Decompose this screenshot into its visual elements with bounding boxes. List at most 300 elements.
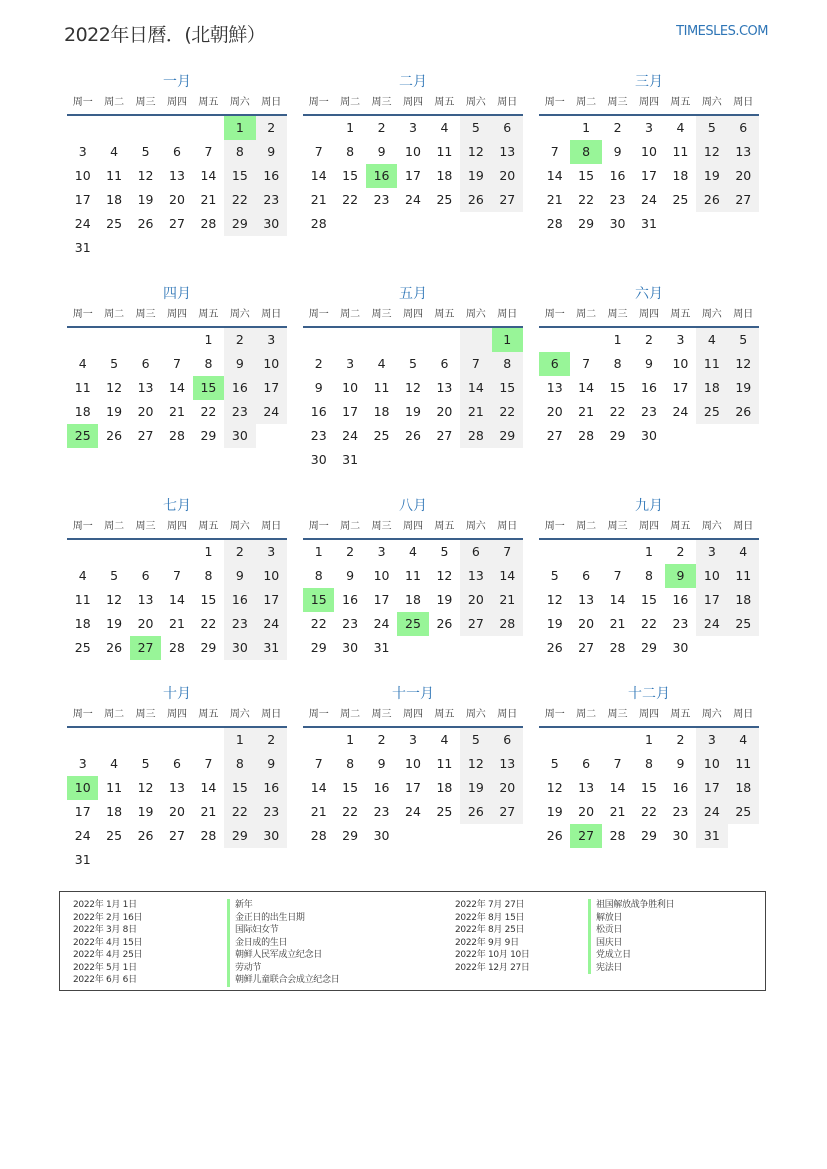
weekday-label: 周二 bbox=[104, 521, 125, 532]
weekday-label: 周日 bbox=[497, 709, 518, 720]
day-cell: 5 bbox=[141, 144, 150, 159]
weekday-label: 周六 bbox=[229, 97, 250, 108]
day-cell: 16 bbox=[224, 376, 255, 400]
legend-date: 2022年 4月 25日 bbox=[73, 950, 143, 960]
day-cell: 24 bbox=[672, 404, 689, 419]
legend-holiday-name: 新年 bbox=[227, 899, 339, 912]
legend-holiday-name: 金正日的出生日期 bbox=[227, 912, 339, 925]
day-cell: 20 bbox=[436, 404, 453, 419]
day-cell: 13 bbox=[436, 380, 453, 395]
day-cell: 21 bbox=[169, 404, 185, 419]
empty-cell bbox=[98, 540, 129, 564]
day-cell: 31 bbox=[641, 216, 657, 231]
weekday-label: 周五 bbox=[670, 709, 691, 720]
day-cell: 31 bbox=[74, 852, 91, 867]
day-cell: 26 bbox=[546, 828, 563, 843]
day-cell: 3 bbox=[696, 728, 727, 752]
day-cell: 24 bbox=[405, 804, 421, 819]
day-cell: 8 bbox=[204, 356, 213, 371]
weekday-header bbox=[67, 92, 287, 116]
day-cell: 28 bbox=[200, 216, 217, 231]
weekday-label: 周一 bbox=[544, 521, 565, 532]
day-cell: 1 bbox=[224, 728, 255, 752]
day-cell: 15 bbox=[200, 592, 217, 607]
day-cell: 9 bbox=[346, 568, 355, 583]
day-cell: 8 bbox=[314, 568, 323, 583]
day-cell: 5 bbox=[550, 568, 559, 583]
day-cell: 27 bbox=[492, 800, 523, 824]
day-cell: 30 bbox=[672, 640, 689, 655]
weekday-label: 周六 bbox=[465, 309, 486, 320]
day-cell: 18 bbox=[728, 776, 759, 800]
day-cell: 16 bbox=[256, 164, 287, 188]
day-cell: 25 bbox=[436, 192, 453, 207]
weekday-label: 周日 bbox=[733, 709, 754, 720]
day-cell: 21 bbox=[609, 804, 626, 819]
day-cell: 25 bbox=[728, 800, 759, 824]
day-cell: 21 bbox=[310, 192, 327, 207]
empty-cell bbox=[602, 728, 633, 752]
day-cell: 5 bbox=[696, 116, 727, 140]
month-block bbox=[539, 496, 759, 660]
day-cell: 14 bbox=[609, 592, 626, 607]
weekday-label: 周五 bbox=[434, 521, 455, 532]
weekday-label: 周二 bbox=[104, 309, 125, 320]
weekday-label: 周日 bbox=[497, 97, 518, 108]
day-cell: 24 bbox=[696, 800, 727, 824]
day-cell: 10 bbox=[342, 380, 359, 395]
weekday-header bbox=[303, 704, 523, 728]
legend-date: 2022年 8月 25日 bbox=[455, 925, 525, 935]
day-grid bbox=[303, 540, 523, 660]
day-cell: 9 bbox=[613, 144, 622, 159]
day-cell: 19 bbox=[436, 592, 453, 607]
day-cell: 18 bbox=[373, 404, 390, 419]
day-cell: 26 bbox=[460, 800, 491, 824]
day-cell: 4 bbox=[440, 732, 449, 747]
day-cell: 27 bbox=[460, 612, 491, 636]
day-cell: 7 bbox=[204, 756, 213, 771]
weekday-label: 周四 bbox=[638, 521, 659, 532]
empty-cell bbox=[161, 328, 192, 352]
day-cell: 19 bbox=[106, 616, 123, 631]
day-cell: 26 bbox=[696, 188, 727, 212]
weekday-label: 周六 bbox=[465, 97, 486, 108]
legend-holiday-name: 朝鲜人民军成立纪念日 bbox=[227, 949, 339, 962]
day-cell: 18 bbox=[436, 168, 453, 183]
day-cell: 17 bbox=[74, 192, 91, 207]
weekday-label: 周三 bbox=[607, 309, 628, 320]
weekday-label: 周三 bbox=[371, 709, 392, 720]
legend-date: 2022年 2月 16日 bbox=[73, 912, 143, 923]
month-block bbox=[539, 684, 759, 848]
weekday-label: 周一 bbox=[544, 97, 565, 108]
day-cell: 13 bbox=[137, 592, 154, 607]
day-cell: 22 bbox=[641, 804, 657, 819]
legend-date: 2022年 6月 6日 bbox=[73, 975, 137, 985]
weekday-header bbox=[67, 704, 287, 728]
weekday-label: 周四 bbox=[166, 309, 187, 320]
holiday-day-cell: 6 bbox=[539, 352, 570, 376]
weekday-label: 周一 bbox=[72, 97, 93, 108]
empty-cell bbox=[67, 116, 98, 140]
day-cell: 5 bbox=[728, 328, 759, 352]
month-name: 五月 bbox=[399, 286, 427, 302]
empty-cell bbox=[539, 540, 570, 564]
day-cell: 29 bbox=[492, 424, 523, 448]
day-cell: 22 bbox=[492, 400, 523, 424]
day-cell: 22 bbox=[310, 616, 327, 631]
day-cell: 16 bbox=[342, 592, 359, 607]
weekday-label: 周日 bbox=[261, 309, 282, 320]
legend-date: 2022年 4月 15日 bbox=[73, 937, 143, 948]
weekday-label: 周日 bbox=[261, 709, 282, 720]
empty-cell bbox=[130, 328, 161, 352]
day-cell: 31 bbox=[696, 824, 727, 848]
legend-holiday-name: 国庆日 bbox=[588, 937, 674, 950]
month-name: 十二月 bbox=[628, 686, 670, 702]
weekday-label: 周二 bbox=[576, 709, 597, 720]
day-cell: 10 bbox=[256, 352, 287, 376]
weekday-label: 周三 bbox=[371, 309, 392, 320]
day-cell: 11 bbox=[74, 380, 91, 395]
day-cell: 9 bbox=[645, 356, 653, 371]
day-cell: 30 bbox=[310, 452, 327, 467]
day-cell: 14 bbox=[200, 168, 217, 183]
weekday-header bbox=[67, 304, 287, 328]
weekday-label: 周日 bbox=[733, 97, 754, 108]
day-cell: 22 bbox=[200, 616, 217, 631]
weekday-label: 周一 bbox=[308, 521, 329, 532]
day-cell: 3 bbox=[409, 732, 417, 747]
day-cell: 19 bbox=[460, 776, 491, 800]
empty-cell bbox=[161, 728, 192, 752]
day-cell: 8 bbox=[613, 356, 622, 371]
day-cell: 11 bbox=[696, 352, 727, 376]
day-cell: 18 bbox=[106, 192, 123, 207]
day-cell: 23 bbox=[224, 612, 255, 636]
empty-cell bbox=[460, 328, 491, 352]
weekday-label: 周六 bbox=[465, 521, 486, 532]
day-cell: 12 bbox=[460, 752, 491, 776]
day-cell: 11 bbox=[106, 780, 123, 795]
day-cell: 9 bbox=[256, 140, 287, 164]
day-cell: 4 bbox=[696, 328, 727, 352]
weekday-label: 周五 bbox=[434, 97, 455, 108]
weekday-label: 周日 bbox=[261, 97, 282, 108]
weekday-label: 周六 bbox=[229, 309, 250, 320]
holiday-day-cell: 25 bbox=[397, 612, 428, 636]
empty-cell bbox=[303, 728, 334, 752]
day-cell: 7 bbox=[460, 352, 491, 376]
day-cell: 19 bbox=[405, 404, 421, 419]
day-cell: 22 bbox=[224, 188, 255, 212]
day-cell: 4 bbox=[676, 120, 685, 135]
holiday-day-cell: 10 bbox=[67, 776, 98, 800]
day-cell: 16 bbox=[672, 592, 689, 607]
day-cell: 27 bbox=[578, 640, 595, 655]
weekday-header bbox=[303, 92, 523, 116]
weekday-label: 周四 bbox=[638, 309, 659, 320]
holiday-day-cell: 1 bbox=[224, 116, 255, 140]
day-cell: 25 bbox=[106, 828, 123, 843]
weekday-label: 周一 bbox=[308, 97, 329, 108]
weekday-label: 周日 bbox=[261, 521, 282, 532]
month-block bbox=[303, 72, 523, 236]
day-grid bbox=[67, 728, 287, 872]
empty-cell bbox=[429, 328, 460, 352]
day-cell: 3 bbox=[346, 356, 355, 371]
day-cell: 11 bbox=[672, 144, 689, 159]
day-cell: 22 bbox=[609, 404, 626, 419]
day-cell: 29 bbox=[342, 828, 359, 843]
day-cell: 24 bbox=[342, 428, 359, 443]
day-cell: 25 bbox=[672, 192, 689, 207]
day-cell: 14 bbox=[546, 168, 563, 183]
legend-names-left bbox=[227, 899, 339, 987]
day-cell: 16 bbox=[672, 780, 689, 795]
weekday-label: 周三 bbox=[607, 709, 628, 720]
legend-date: 2022年 9月 9日 bbox=[455, 937, 519, 948]
legend-dates-left bbox=[73, 899, 142, 987]
legend-dates-right bbox=[455, 899, 530, 974]
day-cell: 16 bbox=[224, 588, 255, 612]
day-cell: 18 bbox=[696, 376, 727, 400]
day-cell: 13 bbox=[169, 780, 185, 795]
day-cell: 9 bbox=[224, 564, 255, 588]
day-cell: 29 bbox=[641, 828, 657, 843]
day-cell: 7 bbox=[613, 756, 622, 771]
day-grid bbox=[539, 116, 759, 236]
day-cell: 7 bbox=[173, 356, 181, 371]
legend-date: 2022年 12月 27日 bbox=[455, 962, 530, 973]
day-cell: 23 bbox=[672, 616, 689, 631]
day-cell: 14 bbox=[460, 376, 491, 400]
day-cell: 17 bbox=[373, 592, 390, 607]
legend-holiday-name: 党成立日 bbox=[588, 949, 674, 962]
holiday-day-cell: 27 bbox=[130, 636, 161, 660]
day-cell: 14 bbox=[578, 380, 595, 395]
day-cell: 19 bbox=[728, 376, 759, 400]
weekday-label: 周五 bbox=[198, 521, 219, 532]
month-name: 二月 bbox=[399, 74, 427, 90]
day-cell: 23 bbox=[224, 400, 255, 424]
day-cell: 14 bbox=[200, 780, 217, 795]
legend-date: 2022年 7月 27日 bbox=[455, 900, 525, 910]
empty-cell bbox=[67, 328, 98, 352]
day-cell: 15 bbox=[641, 780, 657, 795]
day-cell: 8 bbox=[645, 568, 653, 583]
day-cell: 6 bbox=[460, 540, 491, 564]
holiday-day-cell: 27 bbox=[570, 824, 601, 848]
empty-cell bbox=[570, 540, 601, 564]
day-cell: 20 bbox=[578, 616, 595, 631]
day-cell: 30 bbox=[373, 828, 390, 843]
day-cell: 1 bbox=[346, 120, 355, 135]
day-cell: 2 bbox=[676, 544, 685, 559]
weekday-label: 周二 bbox=[340, 97, 361, 108]
weekday-label: 周六 bbox=[701, 309, 722, 320]
day-cell: 26 bbox=[106, 428, 123, 443]
weekday-label: 周日 bbox=[497, 521, 518, 532]
day-cell: 17 bbox=[405, 780, 421, 795]
day-cell: 16 bbox=[609, 168, 626, 183]
weekday-label: 周四 bbox=[638, 97, 659, 108]
empty-cell bbox=[539, 328, 570, 352]
legend-date: 2022年 5月 1日 bbox=[73, 962, 137, 973]
day-cell: 25 bbox=[373, 428, 390, 443]
day-cell: 28 bbox=[310, 216, 327, 231]
day-cell: 9 bbox=[377, 144, 386, 159]
day-grid bbox=[67, 116, 287, 260]
day-cell: 17 bbox=[672, 380, 689, 395]
day-cell: 26 bbox=[728, 400, 759, 424]
day-grid bbox=[303, 328, 523, 472]
month-name: 六月 bbox=[635, 286, 663, 302]
weekday-label: 周四 bbox=[402, 97, 423, 108]
empty-cell bbox=[539, 116, 570, 140]
day-cell: 15 bbox=[492, 376, 523, 400]
day-cell: 15 bbox=[224, 776, 255, 800]
day-cell: 10 bbox=[405, 144, 421, 159]
day-cell: 2 bbox=[224, 328, 255, 352]
weekday-label: 周五 bbox=[434, 309, 455, 320]
legend-date: 2022年 10月 10日 bbox=[455, 950, 530, 960]
holiday-day-cell: 9 bbox=[665, 564, 696, 588]
day-cell: 19 bbox=[696, 164, 727, 188]
empty-cell bbox=[67, 728, 98, 752]
day-cell: 17 bbox=[256, 376, 287, 400]
day-cell: 18 bbox=[672, 168, 689, 183]
day-cell: 14 bbox=[609, 780, 626, 795]
day-cell: 31 bbox=[256, 636, 287, 660]
day-cell: 28 bbox=[578, 428, 595, 443]
legend-holiday-name: 松贡日 bbox=[588, 924, 674, 937]
day-cell: 5 bbox=[550, 756, 559, 771]
legend-names-right bbox=[588, 899, 674, 974]
weekday-label: 周六 bbox=[701, 97, 722, 108]
day-cell: 17 bbox=[256, 588, 287, 612]
day-cell: 20 bbox=[460, 588, 491, 612]
day-cell: 7 bbox=[492, 540, 523, 564]
day-cell: 8 bbox=[346, 756, 355, 771]
day-cell: 13 bbox=[546, 380, 563, 395]
month-name: 一月 bbox=[163, 74, 191, 90]
day-cell: 28 bbox=[546, 216, 563, 231]
weekday-label: 周日 bbox=[733, 309, 754, 320]
empty-cell bbox=[193, 728, 224, 752]
day-cell: 17 bbox=[405, 168, 421, 183]
day-cell: 4 bbox=[110, 756, 119, 771]
day-cell: 9 bbox=[256, 752, 287, 776]
weekday-label: 周六 bbox=[229, 521, 250, 532]
day-cell: 7 bbox=[314, 756, 323, 771]
day-cell: 3 bbox=[696, 540, 727, 564]
day-cell: 12 bbox=[696, 140, 727, 164]
legend-date: 2022年 1月 1日 bbox=[73, 900, 137, 910]
empty-cell bbox=[570, 328, 601, 352]
day-cell: 8 bbox=[346, 144, 355, 159]
day-cell: 20 bbox=[137, 404, 154, 419]
day-cell: 31 bbox=[74, 240, 91, 255]
weekday-header bbox=[67, 516, 287, 540]
holiday-legend bbox=[59, 891, 766, 991]
day-cell: 18 bbox=[436, 780, 453, 795]
day-cell: 1 bbox=[645, 544, 653, 559]
day-cell: 2 bbox=[256, 116, 287, 140]
day-cell: 8 bbox=[224, 752, 255, 776]
day-cell: 24 bbox=[256, 400, 287, 424]
day-cell: 24 bbox=[641, 192, 657, 207]
day-cell: 6 bbox=[582, 568, 591, 583]
day-cell: 10 bbox=[696, 564, 727, 588]
day-cell: 3 bbox=[676, 332, 685, 347]
day-cell: 30 bbox=[224, 424, 255, 448]
legend-holiday-name: 国际妇女节 bbox=[227, 924, 339, 937]
day-cell: 31 bbox=[373, 640, 390, 655]
day-cell: 12 bbox=[728, 352, 759, 376]
day-cell: 7 bbox=[613, 568, 622, 583]
day-cell: 4 bbox=[409, 544, 417, 559]
day-cell: 17 bbox=[74, 804, 91, 819]
day-cell: 17 bbox=[342, 404, 359, 419]
day-cell: 12 bbox=[405, 380, 421, 395]
day-cell: 22 bbox=[200, 404, 217, 419]
site-name: TIMESLES.COM bbox=[676, 24, 768, 39]
day-cell: 10 bbox=[256, 564, 287, 588]
day-cell: 21 bbox=[609, 616, 626, 631]
day-cell: 26 bbox=[137, 216, 154, 231]
day-cell: 3 bbox=[645, 120, 653, 135]
day-cell: 15 bbox=[224, 164, 255, 188]
day-cell: 13 bbox=[169, 168, 185, 183]
day-cell: 15 bbox=[342, 168, 359, 183]
weekday-label: 周一 bbox=[72, 521, 93, 532]
weekday-label: 周三 bbox=[607, 97, 628, 108]
day-cell: 6 bbox=[492, 728, 523, 752]
day-cell: 4 bbox=[728, 540, 759, 564]
weekday-label: 周六 bbox=[465, 709, 486, 720]
day-cell: 20 bbox=[169, 804, 185, 819]
day-cell: 25 bbox=[696, 400, 727, 424]
weekday-label: 周三 bbox=[371, 97, 392, 108]
day-cell: 20 bbox=[492, 776, 523, 800]
day-cell: 13 bbox=[492, 140, 523, 164]
weekday-label: 周一 bbox=[544, 709, 565, 720]
empty-cell bbox=[67, 540, 98, 564]
day-cell: 1 bbox=[346, 732, 355, 747]
day-cell: 2 bbox=[224, 540, 255, 564]
day-cell: 6 bbox=[173, 756, 181, 771]
day-cell: 13 bbox=[492, 752, 523, 776]
month-block bbox=[67, 284, 287, 448]
empty-cell bbox=[130, 116, 161, 140]
empty-cell bbox=[130, 728, 161, 752]
day-cell: 8 bbox=[492, 352, 523, 376]
day-cell: 12 bbox=[460, 140, 491, 164]
day-cell: 26 bbox=[106, 640, 123, 655]
weekday-label: 周一 bbox=[72, 709, 93, 720]
day-cell: 31 bbox=[342, 452, 359, 467]
day-cell: 19 bbox=[460, 164, 491, 188]
day-cell: 12 bbox=[436, 568, 453, 583]
day-cell: 10 bbox=[672, 356, 689, 371]
day-cell: 7 bbox=[314, 144, 323, 159]
empty-cell bbox=[602, 540, 633, 564]
day-cell: 18 bbox=[728, 588, 759, 612]
day-cell: 16 bbox=[310, 404, 327, 419]
day-cell: 28 bbox=[169, 640, 185, 655]
